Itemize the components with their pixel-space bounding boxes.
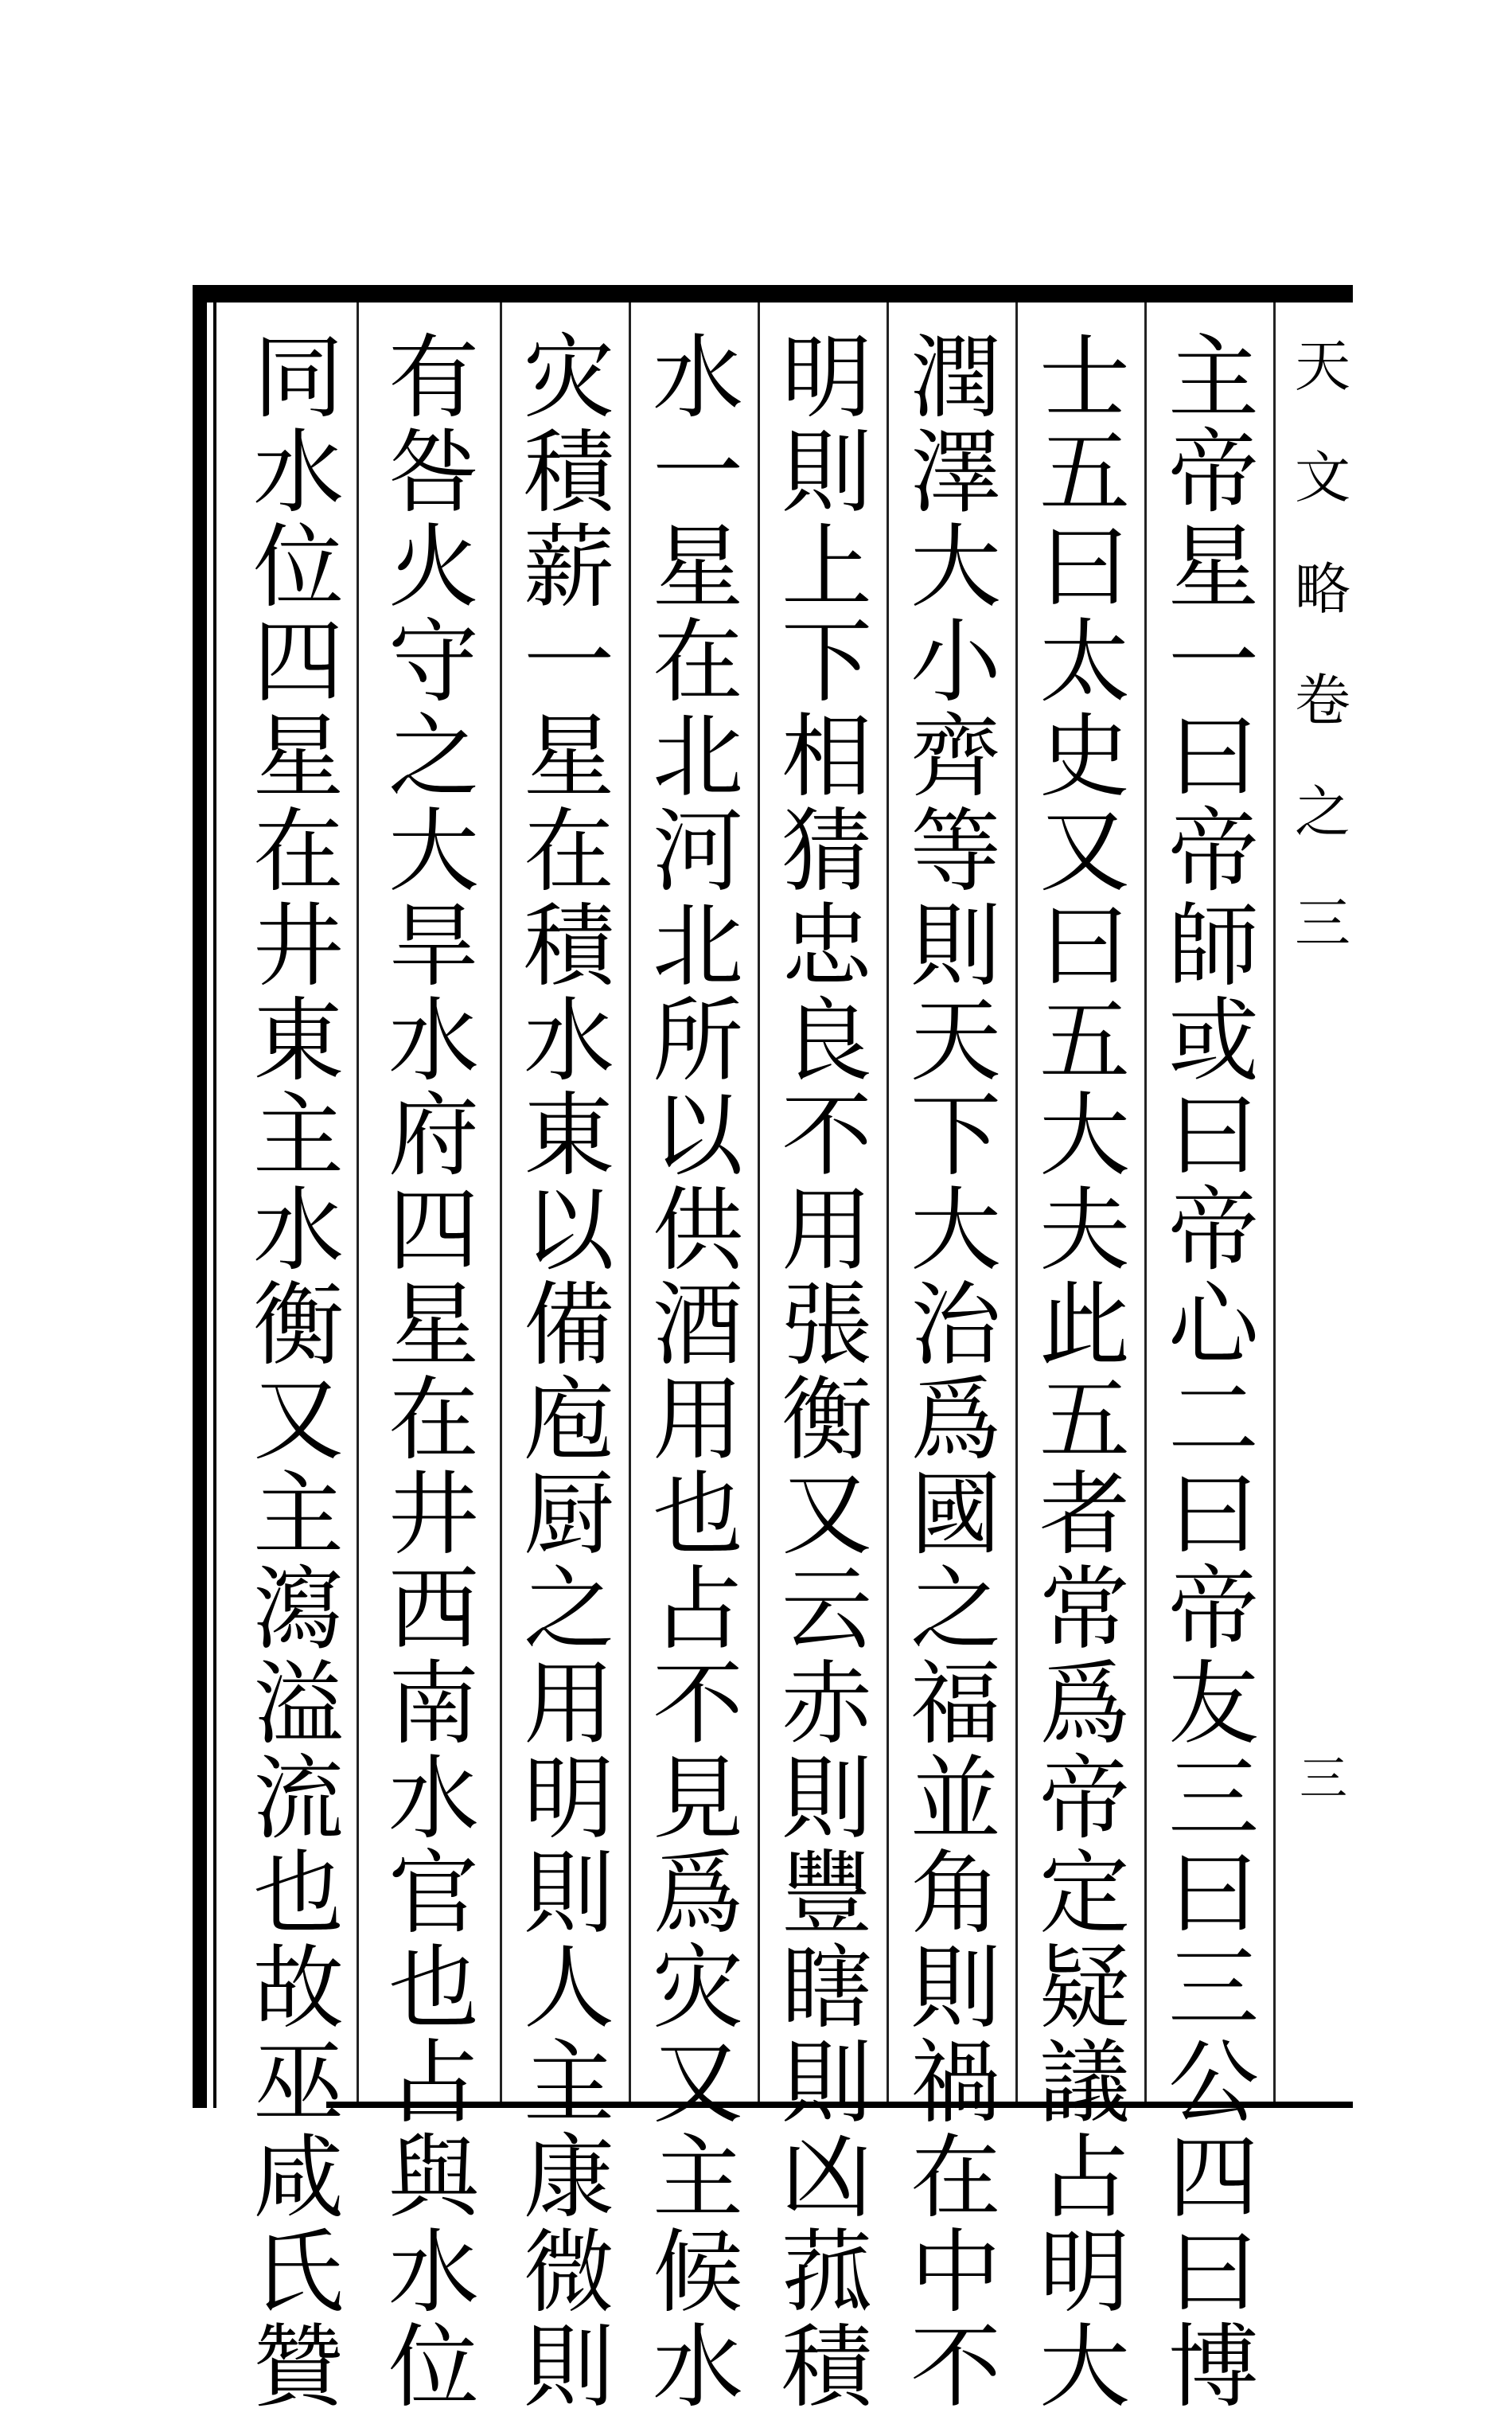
text-column-1: 主帝星一曰帝師或曰帝心二曰帝友三曰三公四曰博	[1167, 325, 1259, 2420]
column-divider	[1144, 302, 1147, 2102]
text-column-4: 明則上下相猜忠良不用張衡又云赤則豐瞎則凶菰積	[781, 325, 872, 2420]
text-column-7: 有咎火守之大旱水府四星在井西南水官也占與水位	[388, 325, 479, 2420]
text-column-6: 灾積薪一星在積水東以備庖厨之用明則人主康微則	[523, 325, 614, 2420]
frame-left-border	[193, 285, 207, 2108]
column-divider	[1015, 302, 1018, 2102]
frame-top-rule	[193, 285, 1353, 302]
column-divider	[1273, 302, 1276, 2102]
column-divider	[887, 302, 889, 2102]
margin-page-number: 三	[1300, 1751, 1347, 1807]
frame-left-inner-line	[213, 302, 216, 2108]
text-column-3: 潤澤大小齊等則天下大治爲國之福並角則禍在中不	[910, 325, 1001, 2420]
text-column-2: 士五曰太史又曰五大夫此五者常爲帝定疑議占明大	[1039, 325, 1130, 2420]
column-divider	[500, 302, 502, 2102]
text-column-8: 同水位四星在井東主水衡又主瀉溢流也故巫咸氏贊	[252, 325, 344, 2420]
column-divider	[758, 302, 760, 2102]
margin-header: 天文略卷之三	[1295, 334, 1350, 956]
text-column-5: 水一星在北河北所以供酒用也占不見爲灾又主候水	[652, 325, 743, 2420]
column-divider	[629, 302, 631, 2102]
